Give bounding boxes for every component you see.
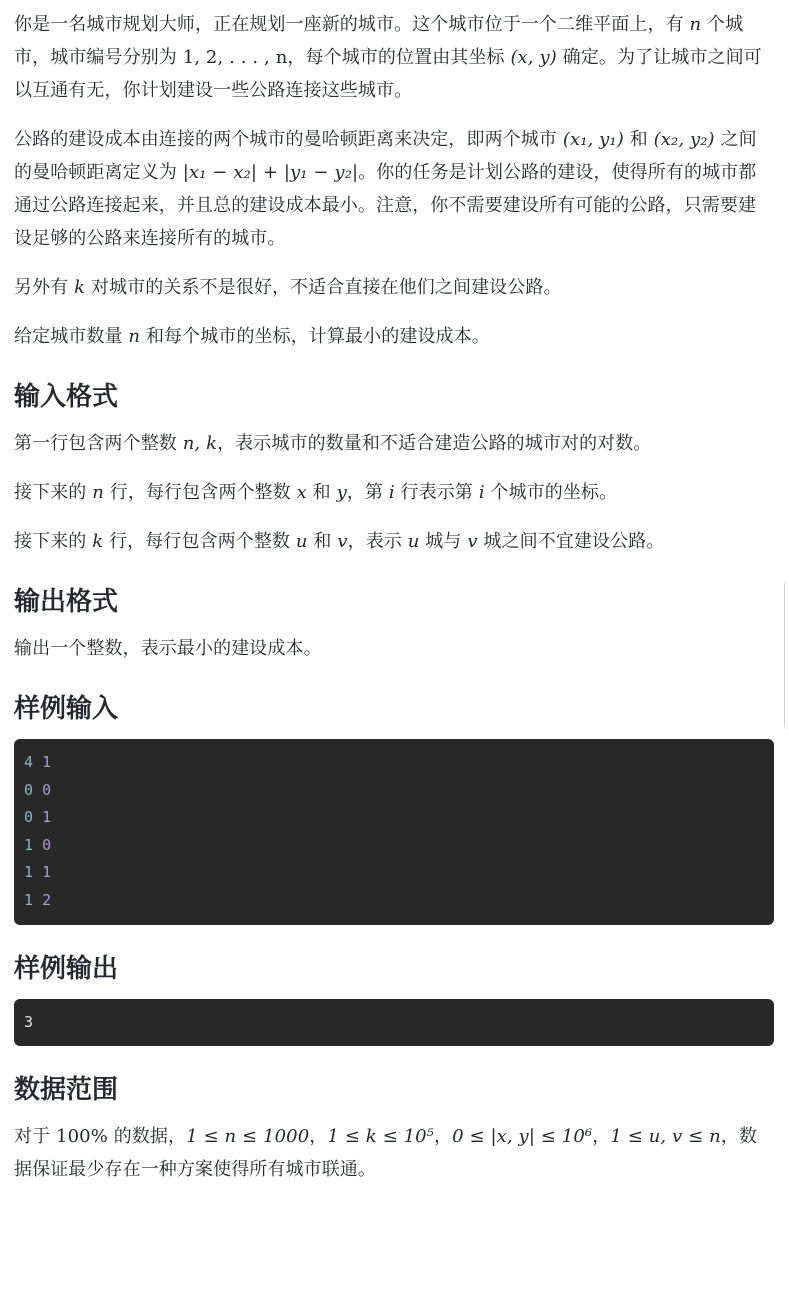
math-x: x	[296, 482, 307, 503]
constraints-line: 对于 100% 的数据，1 ≤ n ≤ 1000，1 ≤ k ≤ 10⁵，0 ≤ |x, y| ≤ 10⁶，1 ≤ u, v ≤ n，数据保证最少存在一种方案使得所有城市联通。	[14, 1126, 758, 1181]
math-n-range: 1 ≤ n ≤ 1000	[186, 1126, 310, 1148]
code-token: 0	[24, 808, 34, 827]
code-token: 0	[42, 780, 52, 799]
math-n-k: n, k	[182, 433, 218, 454]
problem-statement	[14, 8, 774, 1202]
math-u: u	[295, 531, 308, 552]
code-line	[24, 832, 764, 860]
code-line	[24, 1009, 764, 1037]
sample-input-code-block[interactable]	[14, 739, 774, 925]
math-uv-range: 1 ≤ u, v ≤ n	[610, 1126, 721, 1148]
math-xy-range: 0 ≤ |x, y| ≤ 10⁶	[452, 1126, 593, 1148]
code-token: 1	[42, 753, 52, 771]
scrollbar[interactable]	[784, 580, 789, 730]
code-token: 0	[42, 835, 52, 854]
code-token: 4	[24, 753, 34, 771]
sample-input-heading: 样例输入	[14, 693, 119, 723]
math-city-index-range: 1, 2, . . . , n	[182, 47, 288, 68]
math-coordinate: (x, y)	[510, 47, 557, 68]
code-line	[24, 859, 764, 887]
code-token: 1	[42, 863, 52, 882]
input-format-line-1: 第一行包含两个整数 n, k，表示城市的数量和不适合建造公路的城市对的对数。	[14, 433, 652, 454]
math-v: v	[337, 531, 348, 552]
math-i: i	[478, 482, 485, 503]
code-line	[24, 777, 764, 805]
code-token: 1	[24, 890, 34, 909]
input-format-line-3: 接下来的 k 行，每行包含两个整数 u 和 v，表示 u 城与 v 城之间不宜建设公路。	[14, 531, 665, 552]
math-u: u	[407, 531, 420, 552]
math-k-range: 1 ≤ k ≤ 10⁵	[327, 1126, 434, 1148]
math-k: k	[74, 277, 86, 298]
intro-paragraph-3: 另外有 k 对城市的关系不是很好，不适合直接在他们之间建设公路。	[14, 277, 562, 298]
math-percent: 100%	[56, 1126, 108, 1148]
code-token: 3	[24, 1012, 34, 1031]
constraints-heading: 数据范围	[14, 1074, 119, 1105]
math-n: n	[128, 326, 141, 347]
math-y: y	[336, 482, 347, 503]
input-format-line-2: 接下来的 n 行，每行包含两个整数 x 和 y，第 i 行表示第 i 个城市的坐标。	[14, 482, 618, 503]
math-i: i	[388, 482, 395, 503]
code-token: 2	[42, 890, 52, 909]
math-point-2: (x₂, y₂)	[653, 129, 715, 150]
intro-paragraph-1: 你是一名城市规划大师，正在规划一座新的城市。这个城市位于一个二维平面上，有 n 个城市，城市编号分别为 1, 2, . . . , n，每个城市的位置由其坐标 (x, y) 确定。为了让城市之间可以互通有无，你计划建设一些公路连接这些城市。	[14, 14, 762, 101]
output-format-heading: 输出格式	[14, 586, 119, 616]
output-format-line: 输出一个整数，表示最小的建设成本。	[14, 638, 322, 659]
sample-output-heading: 样例输出	[14, 952, 119, 983]
intro-paragraph-4: 给定城市数量 n 和每个城市的坐标，计算最小的建设成本。	[14, 326, 490, 347]
math-n: n	[92, 482, 104, 503]
input-format-heading: 输入格式	[14, 381, 119, 411]
code-token: 1	[42, 808, 52, 827]
math-manhattan-distance: |x₁ − x₂| + |y₁ − y₂|	[182, 162, 359, 183]
code-line	[24, 887, 764, 915]
sample-output-code-block[interactable]	[14, 999, 774, 1047]
code-line	[24, 749, 764, 777]
code-token: 1	[24, 835, 34, 854]
math-v: v	[467, 531, 478, 552]
math-n: n	[689, 14, 702, 35]
code-token: 1	[24, 863, 34, 882]
math-point-1: (x₁, y₁)	[562, 129, 624, 150]
code-line	[24, 804, 764, 832]
intro-paragraph-2: 公路的建设成本由连接的两个城市的曼哈顿距离来决定，即两个城市 (x₁, y₁) 和 (x₂, y₂) 之间的曼哈顿距离定义为 |x₁ − x₂| + |y₁ − y₂|。你的任务是计划公路的建设，使得所有的城市都通过公路连接起来，并且总的建设成本最小。注意，你不需要建设所有可能的公路，只需要建设足够的公路来连接所有的城市。	[14, 129, 757, 249]
math-k: k	[92, 531, 104, 552]
code-token: 0	[24, 780, 34, 799]
